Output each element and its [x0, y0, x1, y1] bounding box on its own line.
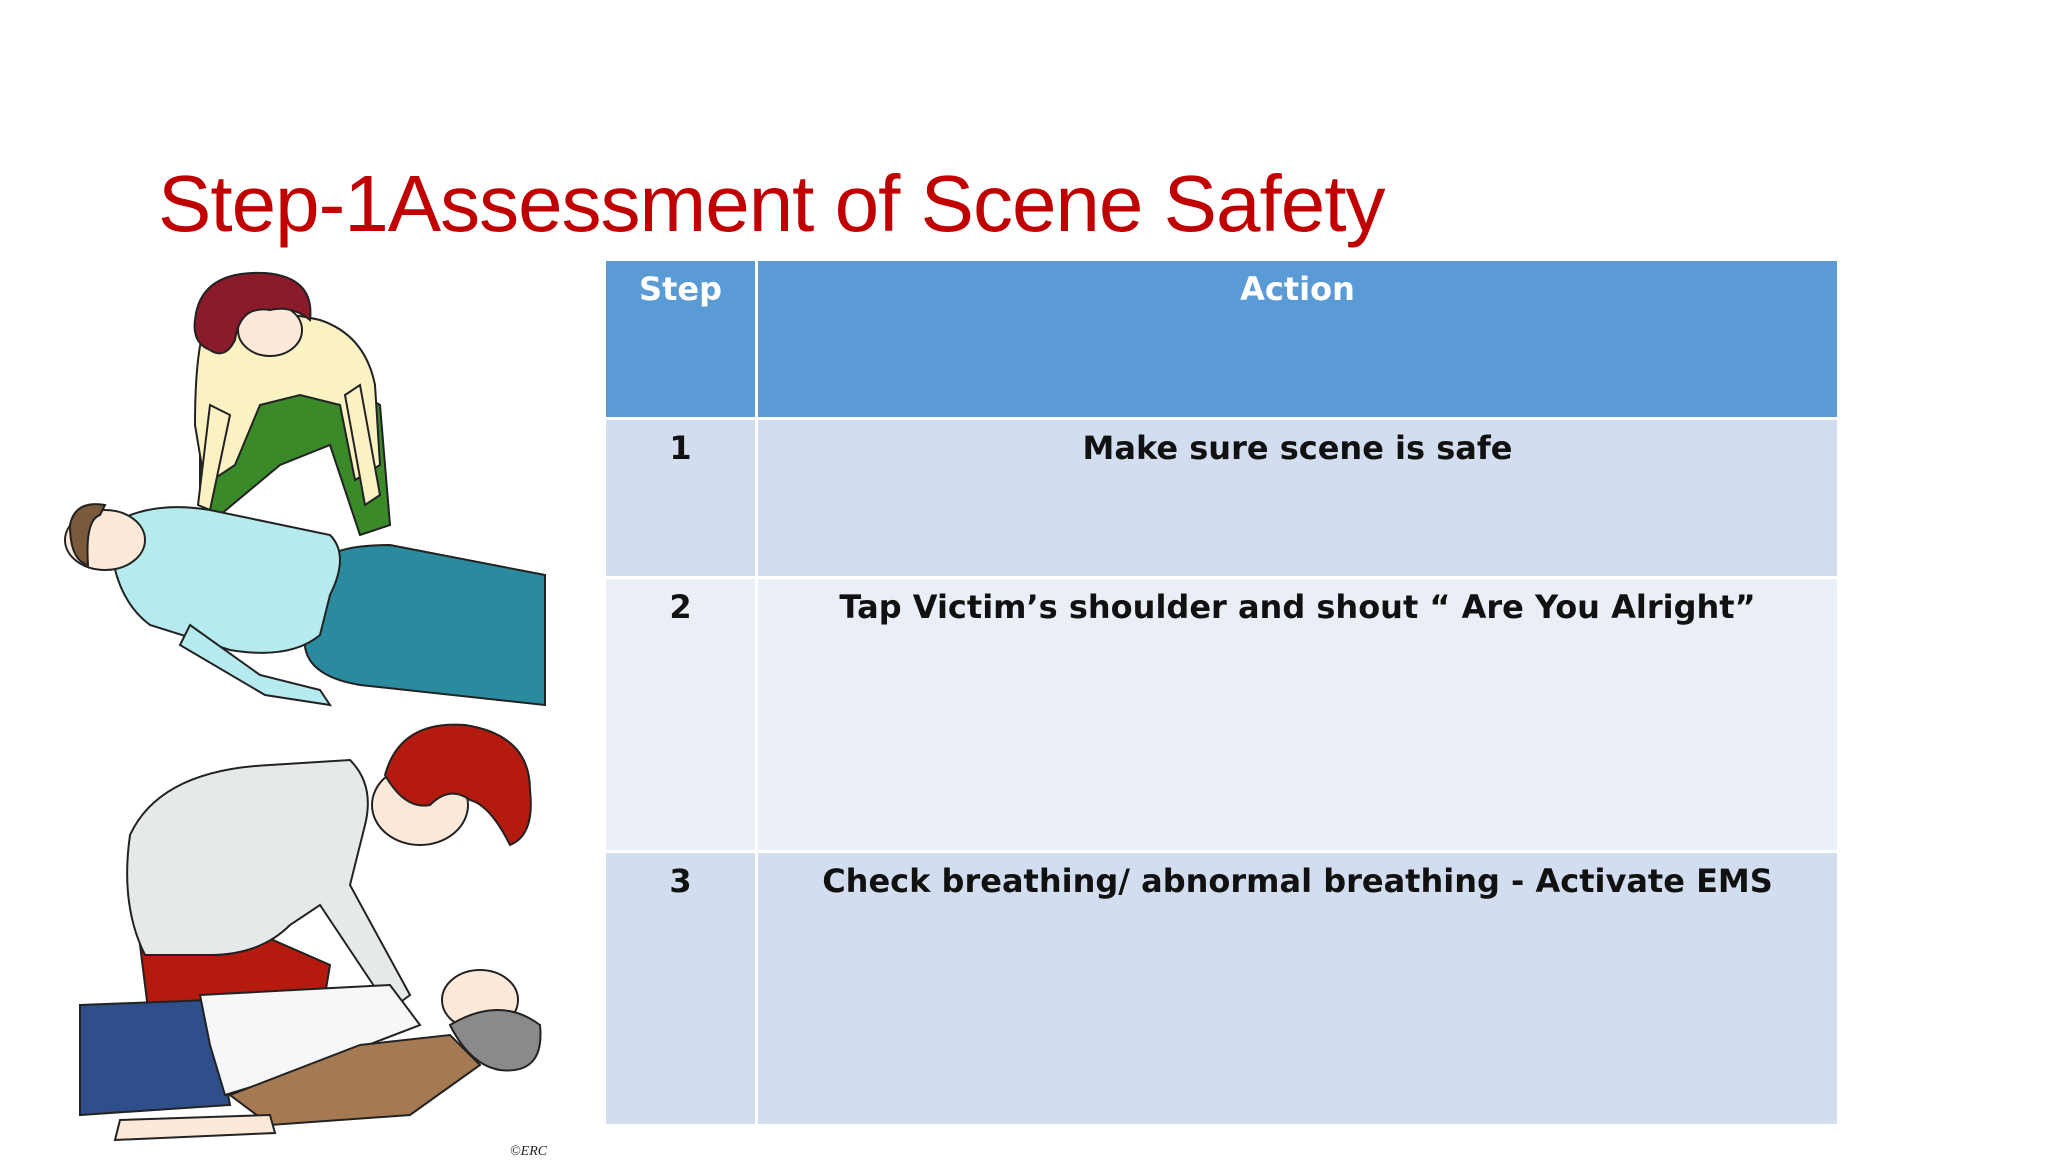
table-row: [606, 579, 1837, 853]
slide-title: Step-1Assessment of Scene Safety: [158, 159, 1385, 248]
action-text: Tap Victim’s shoulder and shout “ Are You Alright”: [758, 579, 1837, 853]
header-step: Step: [606, 261, 758, 420]
table-row: [606, 420, 1837, 579]
step-number: 2: [606, 579, 758, 853]
step-number: 3: [606, 853, 758, 1124]
table-row: [606, 853, 1837, 1124]
victim-lying-figure: [65, 504, 545, 705]
rescuer-checking-victim-figure: [195, 273, 390, 535]
table-header-row: [606, 261, 1837, 420]
header-action: Action: [758, 261, 1837, 420]
cpr-illustration: [30, 265, 570, 1165]
action-text: Make sure scene is safe: [758, 420, 1837, 579]
action-text: Check breathing/ abnormal breathing - Activate EMS: [758, 853, 1837, 1124]
copyright-mark: ©ERC: [510, 1144, 548, 1159]
steps-table: [606, 261, 1837, 1124]
step-number: 1: [606, 420, 758, 579]
